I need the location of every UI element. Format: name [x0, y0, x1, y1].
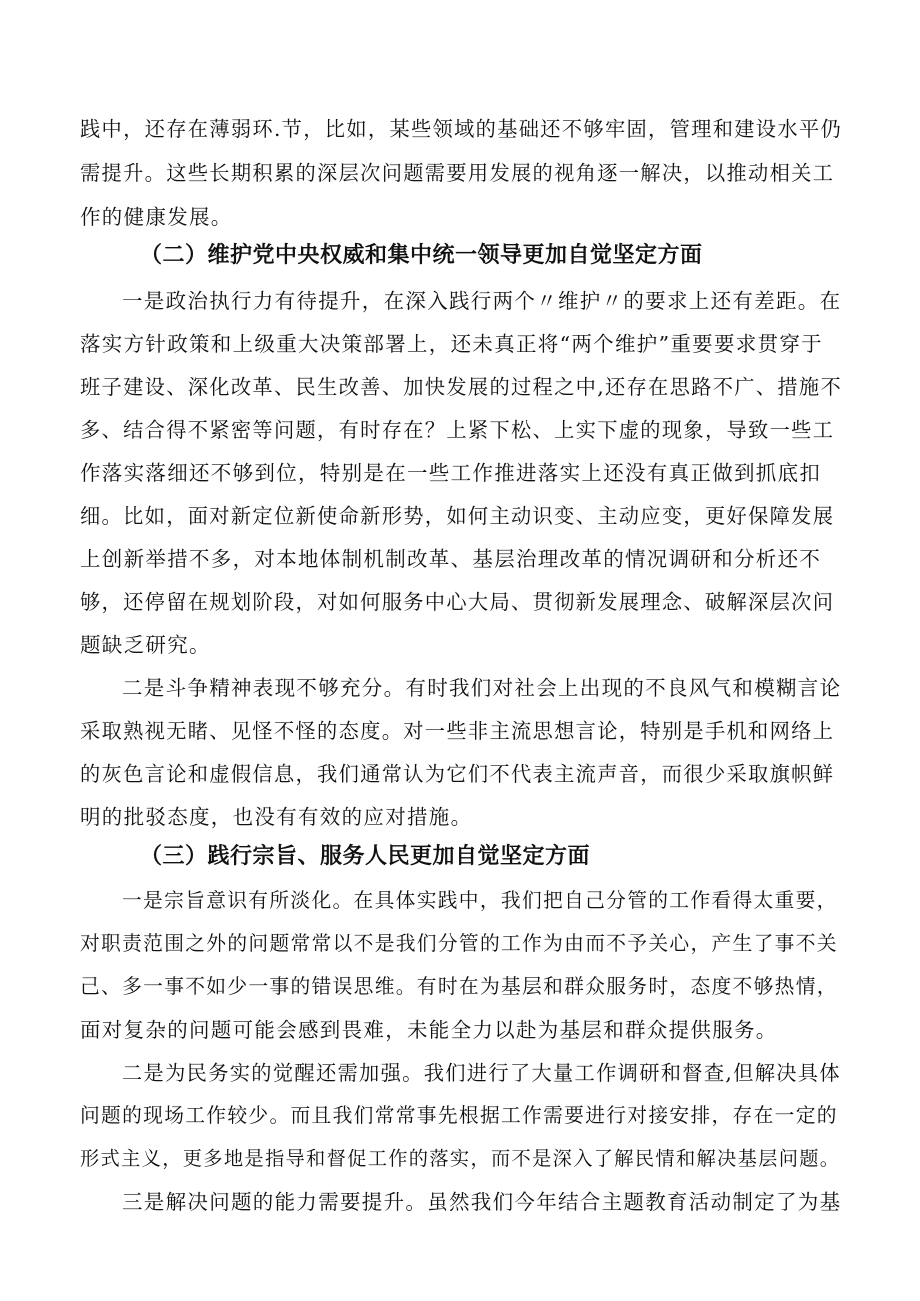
body-line: 落实方针政策和上级重大决策部署上，还未真正将“两个维护”重要要求贯穿于	[80, 332, 823, 356]
body-line: 形式主义，更多地是指导和督促工作的落实，而不是深入了解民情和解决基层问题。	[80, 1147, 841, 1170]
body-line: 的灰色言论和虚假信息，我们通常认为它们不代表主流声音，而很少采取旗帜鲜	[80, 762, 835, 786]
body-line: 细。比如，面对新定位新使命新形势，如何主动识变、主动应变，更好保障发展	[80, 504, 835, 528]
body-line: 够，还停留在规划阶段，对如何服务中心大局、贯彻新发展理念、破解深层次问	[80, 590, 835, 614]
body-line: 明的批驳态度，也没有有效的应对措施。	[80, 805, 473, 829]
body-line: 题缺乏研究。	[80, 633, 211, 657]
body-line: 二是为民务实的觉醒还需加强。我们进行了大量工作调研和督查,但解决具体	[122, 1061, 841, 1085]
body-line: 班子建设、深化改革、民生改善、加快发展的过程之中,还存在思路不广、措施不	[80, 375, 842, 399]
body-line: 二是斗争精神表现不够充分。有时我们对社会上出现的不良风气和模糊言论	[122, 676, 842, 700]
body-line: 采取熟视无睹、见怪不怪的态度。对一些非主流思想言论，特别是手机和网络上	[80, 719, 835, 743]
body-line: 对职责范围之外的问题常常以不是我们分管的工作为由而不予关心，产生了事不关	[80, 932, 838, 955]
body-line: 面对复杂的问题可能会感到畏难，未能全力以赴为基层和群众提供服务。	[80, 1018, 778, 1042]
body-line: 作落实落细还不够到位，特别是在一些工作推进落实上还没有真正做到抓底扣	[80, 461, 822, 485]
body-line: 践中，还存在薄弱环.节，比如，某些领域的基础还不够牢固，管理和建设水平仍	[80, 117, 842, 141]
body-line: 三是解决问题的能力需要提升。虽然我们今年结合主题教育活动制定了为基	[122, 1190, 842, 1214]
body-line: 需提升。这些长期积累的深层次问题需要用发展的视角逐一解决，以推动相关工	[80, 161, 835, 185]
body-line: 上创新举措不多，对本地体制机制改革、基层治理改革的情况调研和分析还不	[80, 547, 822, 571]
body-line: 多、结合得不紧密等问题，有时存在？上紧下松、上实下虚的现象，导致一些工	[80, 418, 835, 442]
body-line: 己、多一事不如少一事的错误思维。有时在为基层和群众服务时，态度不够热情，	[80, 975, 838, 998]
section-heading: （二）维护党中央权威和集中统一领导更加自觉坚定方面	[140, 243, 703, 268]
body-line: 一是宗旨意识有所淡化。在具体实践中，我们把自己分管的工作看得太重要，	[122, 889, 838, 912]
body-line: 作的健康发展。	[80, 205, 233, 229]
section-heading: （三）践行宗旨、服务人民更加自觉坚定方面	[140, 844, 591, 869]
body-line: 一是政治执行力有待提升，在深入践行两个〃维护〃的要求上还有差距。在	[122, 289, 842, 313]
body-line: 问题的现场工作较少。而且我们常常事先根据工作需要进行对接安排，存在一定的	[80, 1104, 838, 1127]
